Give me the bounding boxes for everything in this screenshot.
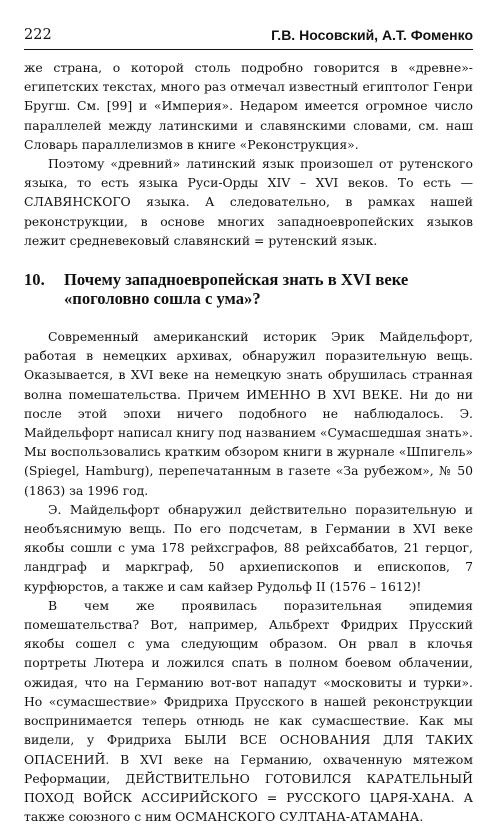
- header-rule: [24, 49, 473, 50]
- paragraph: Современный американский историк Эрик Майдельфорт, работая в немецких архивах, обнаружил поразительную вещь. Оказывается, в XVI веке на немецкую знать обрушилась странная волна помешательства. Причем ИМЕННО В XVI ВЕКЕ. Ни до ни после этой эпохи ничего подобного не наблюдалось. Э. Майдельфорт написал книгу под названием «Сумасшедшая знать». Мы воспользовались кратким обзором книги в журнале «Шпигель» (Spiegel, Hamburg), перепечатанным в газете «За рубежом», № 50 (1863) за 1996 год.: [24, 329, 473, 498]
- page-body: [24, 58, 473, 826]
- paragraph: Э. Майдельфорт обнаружил действительно поразительную и необъяснимую вещь. По его подсчетам, в Германии в XVI веке якобы сошли с ума 178 рейхсграфов, 88 рейхсаббатов, 21 герцог, ландграф и маркграф, 50 архиепископов и епископов, 7 курфюрстов, а также и сам кайзер Рудольф II (1576 – 1612)!: [24, 501, 473, 594]
- section-title: Почему западноевропейская знать в XVI веке «поголовно сошла с ума»?: [64, 270, 409, 309]
- paragraph: В чем же проявилась поразительная эпидемия помешательства? Вот, например, Альбрехт Фридрих Прусский якобы сошел с ума следующим образом. Он рвал в клочья портреты Лютера и ложился спать в полном боевом облачении, ожидая, что на Германию вот-вот нападут «московиты и турки». Но «сумасшествие» Фридриха Прусского в нашей реконструкции воспринимается теперь отнюдь не как сумасшествие. Как мы видели, у Фридриха БЫЛИ ВСЕ ОСНОВАНИЯ ДЛЯ ТАКИХ ОПАСЕНИЙ. В XVI веке на Германию, охваченную мятежом Реформации, ДЕЙСТВИТЕЛЬНО ГОТОВИЛСЯ КАРАТЕЛЬНЫЙ ПОХОД ВОЙСК АССИРИЙСКОГО = РУССКОГО ЦАРЯ-ХАНА. А также союзного с ним ОСМАНСКОГО СУЛТАНА-АТАМАНА.: [24, 597, 473, 825]
- section-heading: [24, 270, 473, 309]
- section-number: 10.: [24, 270, 45, 290]
- paragraph: же страна, о которой столь подробно говорится в «древне»-египетских текстах, много раз отмечал известный египтолог Генри Бругш. См. [99] и «Империя». Недаром имеется огромное число параллелей между латинскими и славянскими словами, см. наш Словарь параллелизмов в книге «Реконструкция».: [24, 60, 473, 152]
- page-number: 222: [24, 27, 52, 43]
- paragraph: Поэтому «древний» латинский язык произошел от рутенского языка, то есть языка Руси-Орды XIV – XVI веков. То есть — СЛАВЯНСКОГО языка. А следовательно, в рамках нашей реконструкции, в основе многих западноевропейских языков лежит средневековый славянский = рутенский язык.: [24, 156, 473, 248]
- running-header: [24, 24, 473, 46]
- running-header-authors: Г.В. Носовский, А.Т. Фоменко: [271, 27, 473, 43]
